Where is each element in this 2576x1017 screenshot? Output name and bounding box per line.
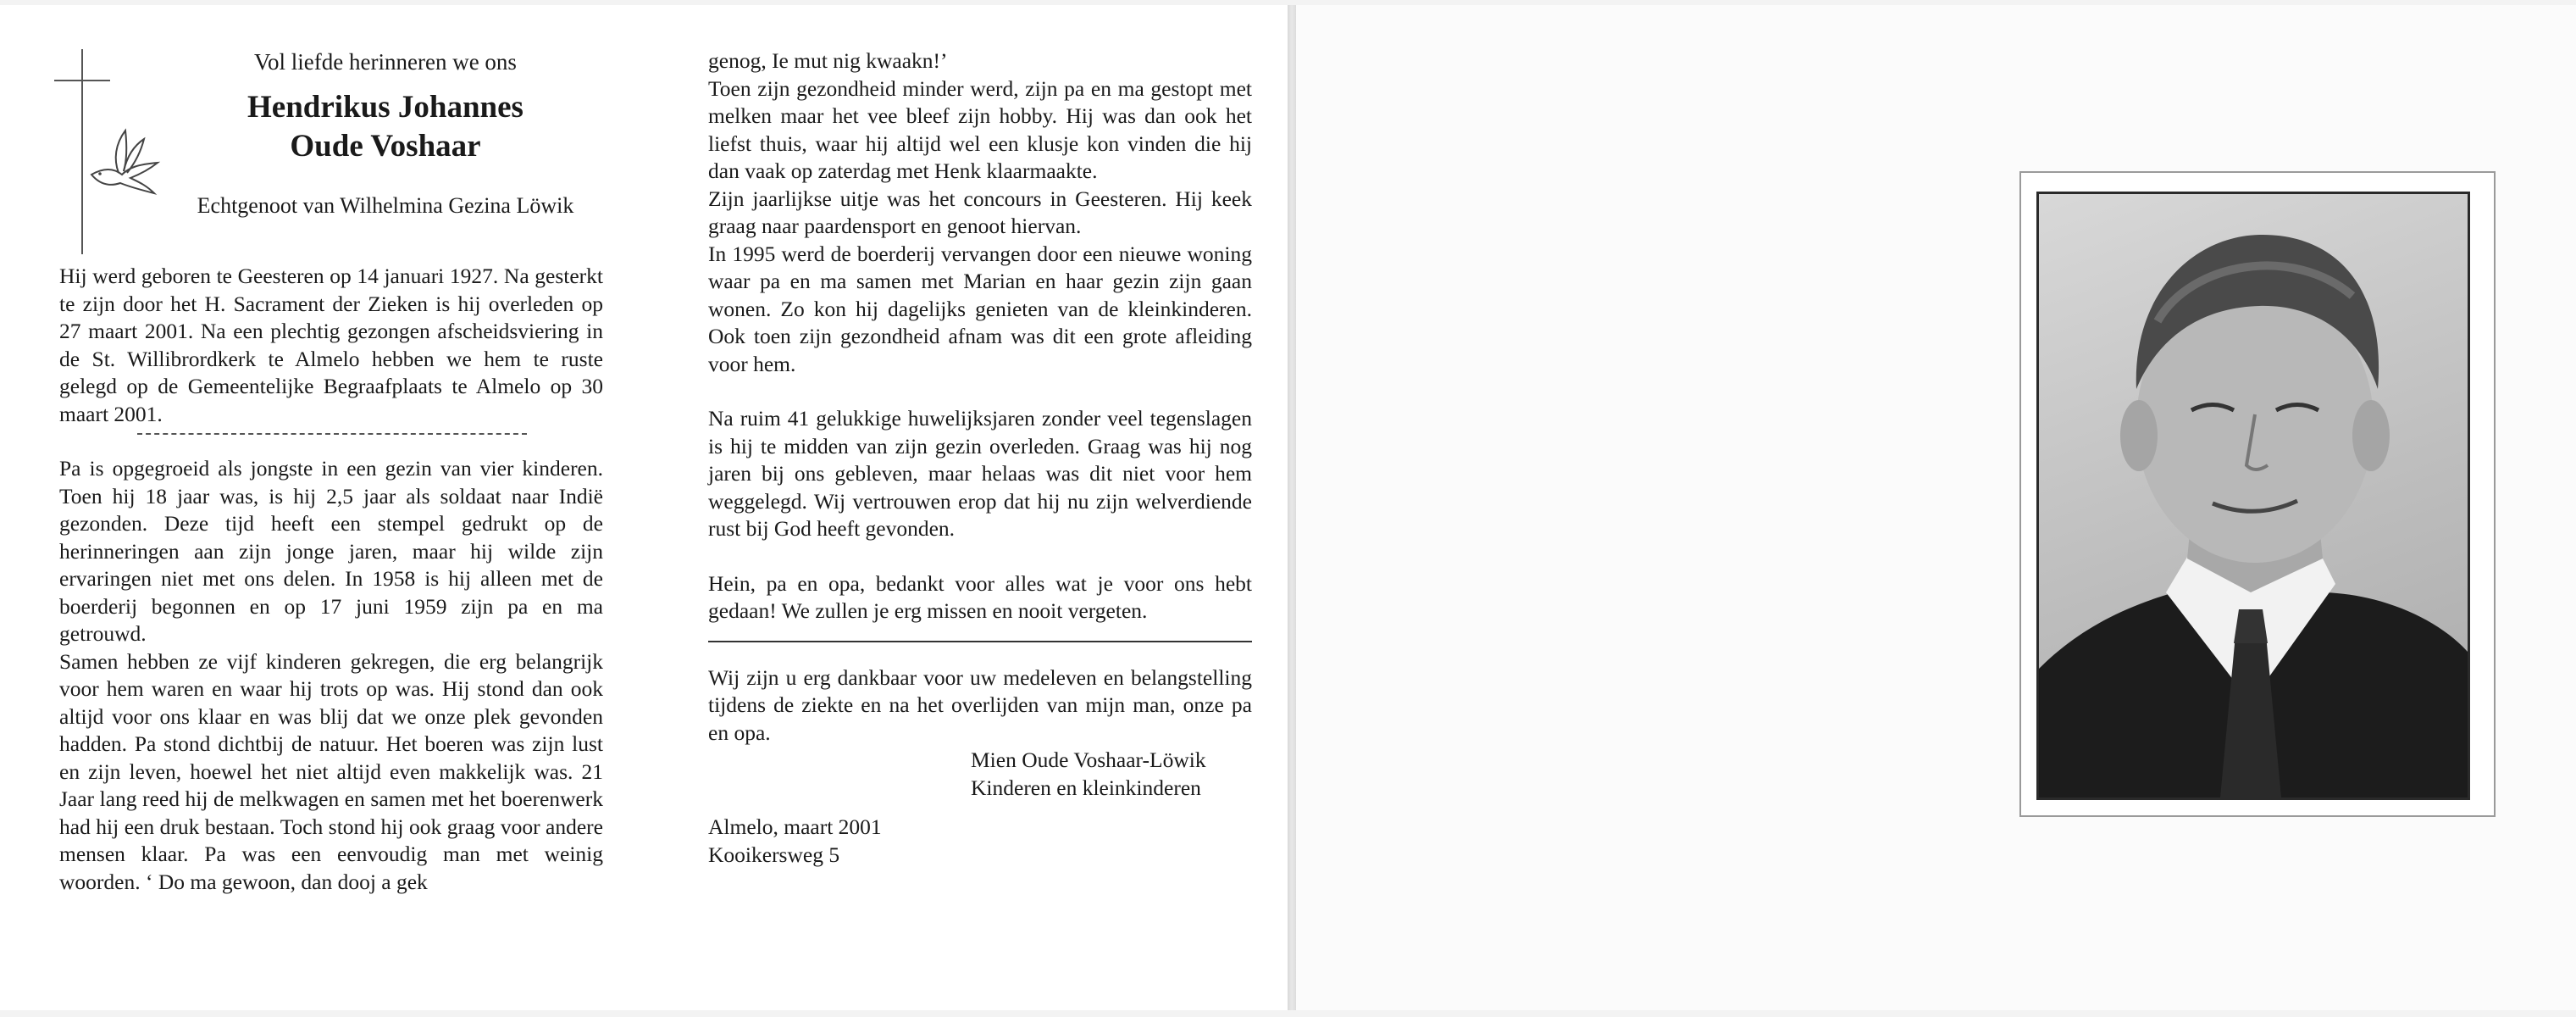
biography-paragraph: Na ruim 41 gelukkige huwelijksjaren zonder veel tegenslagen is hij te midden van zijn gezin overleden. Graag was hij nog jaren bij ons gebleven, maar helaas was dit niet voor hem weggelegd. Wij vertrouwen erop dat hij nu zijn welverdiende rust bij God heeft gevonden.: [708, 406, 1252, 541]
card-fold: [1288, 5, 1296, 1010]
address: Kooikersweg 5: [708, 842, 840, 867]
text-spread: [0, 5, 1288, 1010]
portrait-illustration: [2039, 194, 2468, 797]
dashed-divider: [137, 433, 527, 435]
name-line-1: Hendrikus Johannes: [247, 90, 524, 125]
thanks-paragraph: Wij zijn u erg dankbaar voor uw medeleven en belangstelling tijdens de ziekte en na het overlijden van mijn man, onze pa en opa.: [708, 664, 1252, 745]
name-line-2: Oude Voshaar: [290, 129, 481, 164]
farewell-paragraph: Hein, pa en opa, bedankt voor alles wat je voor ons hebt gedaan! We zullen je erg missen en nooit vergeten.: [708, 570, 1252, 623]
right-column: [708, 47, 1252, 869]
intro-line: Vol liefde herinneren we ons: [254, 49, 517, 75]
dove-icon: [85, 125, 165, 206]
signature-line: Mien Oude Voshaar-Löwik: [971, 747, 1206, 772]
spouse-line: Echtgenoot van Wilhelmina Gezina Löwik: [197, 193, 574, 218]
place-date: Almelo, maart 2001: [708, 814, 882, 839]
biography-paragraph: Pa is opgegroeid als jongste in een gezin van vier kinderen. Toen hij 18 jaar was, is hij 2,5 jaar als soldaat naar Indië gezonden. Deze tijd heeft een stempel gedrukt op de herinneringen aan zijn jonge jaren, maar hij wilde zijn ervaringen niet met ons delen. In 1958 is hij alleen met de boerderij begonnen en op 17 juni 1959 zijn pa en ma getrouwd.: [59, 456, 603, 646]
left-column: [59, 263, 603, 896]
deceased-name: [178, 88, 593, 166]
solid-divider: [708, 641, 1252, 642]
signature-line: Kinderen en kleinkinderen: [971, 775, 1201, 800]
biography-paragraph: In 1995 werd de boerderij vervangen door een nieuwe woning waar pa en ma samen met Marian en haar gezin zijn gaan wonen. Zo kon hij dagelijks genieten van de kleinkinderen. Ook toen zijn gezondheid afnam was dit een grote afleiding voor hem.: [708, 241, 1252, 376]
biography-paragraph: Samen hebben ze vijf kinderen gekregen, die erg belangrijk voor hem waren en waar hij trots op was. Hij stond dan ook altijd voor ons klaar en was blij dat we onze plek gevonden hadden. Pa stond dichtbij de natuur. Het boeren was zijn lust en zijn leven, hoewel het niet altijd even makkelijk was. 21 Jaar lang reed hij de melkwagen en samen met het boerenwerk had hij een druk bestaan. Toch stond hij ook graag voor andere mensen klaar. Pa was een eenvoudig man met weinig woorden. ‘ Do ma gewoon, dan dooj a gek: [59, 648, 603, 894]
biography-paragraph: Zijn jaarlijkse uitje was het concours in Geesteren. Hij keek graag naar paardensport en genoot hiervan.: [708, 186, 1252, 238]
memorial-card: [0, 5, 2576, 1010]
biography-paragraph: Toen zijn gezondheid minder werd, zijn pa en ma gestopt met melken maar het vee bleef zijn hobby. Hij was dan ook het liefst thuis, waar hij altijd wel een klusje kon vinden die hij dan vaak op zaterdag met Henk klaarmaakte.: [708, 75, 1252, 183]
quote-continuation: genog, Ie mut nig kwaakn!’: [708, 48, 948, 73]
cross-icon-bar: [54, 80, 110, 81]
birth-death-paragraph: Hij werd geboren te Geesteren op 14 januari 1927. Na gesterkt te zijn door het H. Sacrament der Zieken is hij overleden op 27 maart 2001. Na een plechtig gezongen afscheidsviering in de St. Willibrordkerk te Almelo hebben we hem te ruste gelegd op de Gemeentelijke Begraafplaats te Almelo op 30 maart 2001.: [59, 264, 603, 426]
portrait-photo: [2036, 192, 2470, 800]
